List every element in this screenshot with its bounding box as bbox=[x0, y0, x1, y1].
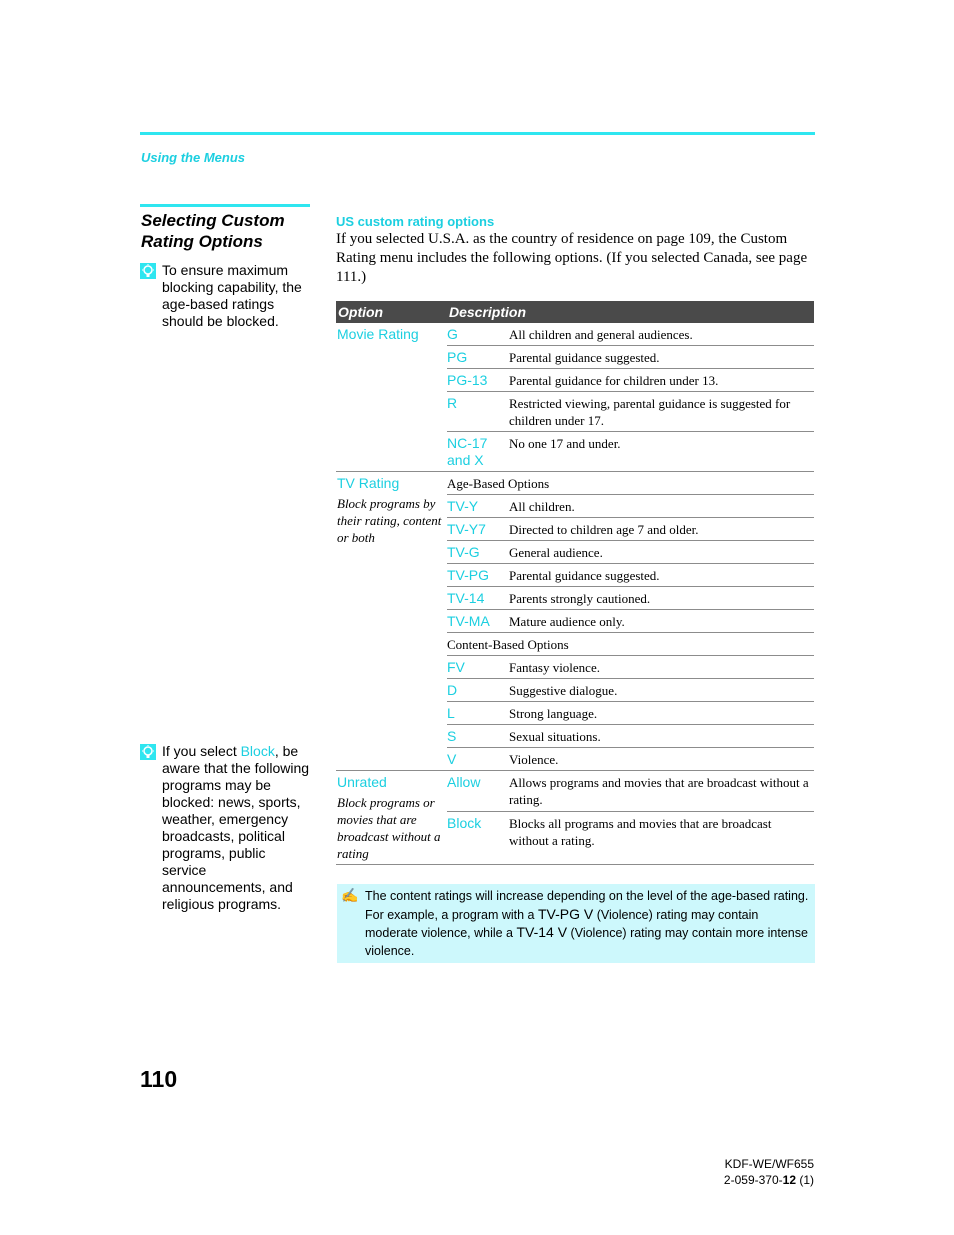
table-row bbox=[336, 472, 814, 495]
rating-code: PG bbox=[447, 346, 509, 369]
option-name: Movie Rating bbox=[337, 326, 419, 342]
table-row bbox=[336, 771, 814, 812]
header-option: Option bbox=[336, 301, 447, 323]
table-header bbox=[336, 301, 814, 323]
rating-description: No one 17 and under. bbox=[509, 432, 814, 472]
option-note: Block programs or movies that are broadcast without a rating bbox=[337, 795, 441, 861]
rating-code: Allow bbox=[447, 771, 509, 812]
rating-code: Block bbox=[447, 812, 509, 865]
rating-description: Parental guidance suggested. bbox=[509, 346, 814, 369]
section-label: Using the Menus bbox=[141, 150, 246, 165]
group-label: Content-Based Options bbox=[447, 633, 814, 656]
option-cell bbox=[336, 323, 447, 472]
group-label: Age-Based Options bbox=[447, 472, 814, 495]
top-rule bbox=[140, 132, 815, 135]
rating-description: Parental guidance suggested. bbox=[509, 564, 814, 587]
rating-code: D bbox=[447, 679, 509, 702]
table-row bbox=[336, 323, 814, 346]
rating-description: Parents strongly cautioned. bbox=[509, 587, 814, 610]
option-cell bbox=[336, 472, 447, 771]
footer-code: 2-059-370-12 (1) bbox=[723, 1173, 814, 1187]
side-rule bbox=[140, 204, 310, 207]
rating-code: TV-Y bbox=[447, 495, 509, 518]
rating-code: NC-17 and X bbox=[447, 432, 509, 472]
rating-code: PG-13 bbox=[447, 369, 509, 392]
rating-description: Blocks all programs and movies that are broadcast without a rating. bbox=[509, 812, 814, 865]
header-description: Description bbox=[447, 301, 814, 323]
rating-code: TV-G bbox=[447, 541, 509, 564]
rating-description: Parental guidance for children under 13. bbox=[509, 369, 814, 392]
tip-2 bbox=[140, 743, 310, 913]
pencil-icon: ✍ bbox=[341, 889, 359, 904]
rating-description: Allows programs and movies that are broadcast without a rating. bbox=[509, 771, 814, 812]
rating-description: Sexual situations. bbox=[509, 725, 814, 748]
option-cell bbox=[336, 771, 447, 865]
rating-description: Violence. bbox=[509, 748, 814, 771]
option-name: Unrated bbox=[337, 774, 387, 790]
table-body bbox=[336, 323, 814, 865]
main-heading: US custom rating options bbox=[336, 214, 495, 229]
footer-model: KDF-WE/WF655 bbox=[724, 1157, 814, 1171]
note-text: The content ratings will increase depending on the level of the age-based rating. For example, a program with a TV-PG V (Violence) rating may contain moderate violence, while a TV-14 V (Violence) rating may contain more intense violence. bbox=[365, 889, 809, 958]
lightbulb-icon bbox=[140, 263, 156, 279]
tip-1 bbox=[140, 262, 310, 330]
rating-description: Directed to children age 7 and older. bbox=[509, 518, 814, 541]
side-title: Selecting Custom Rating Options bbox=[141, 211, 285, 251]
rating-description: All children and general audiences. bbox=[509, 323, 814, 346]
rating-code: S bbox=[447, 725, 509, 748]
rating-code: L bbox=[447, 702, 509, 725]
rating-code: TV-PG bbox=[447, 564, 509, 587]
tip-2-text: If you select Block, be aware that the following programs may be blocked: news, sports, weather, emergency broadcasts, political programs, public service announcements, and religious programs. bbox=[162, 743, 310, 912]
lightbulb-icon bbox=[140, 744, 156, 760]
rating-code: G bbox=[447, 323, 509, 346]
rating-code: TV-MA bbox=[447, 610, 509, 633]
rating-code: TV-14 bbox=[447, 587, 509, 610]
option-name: TV Rating bbox=[337, 475, 400, 491]
page-number: 110 bbox=[140, 1066, 178, 1092]
rating-code: FV bbox=[447, 656, 509, 679]
rating-description: Strong language. bbox=[509, 702, 814, 725]
rating-description: Fantasy violence. bbox=[509, 656, 814, 679]
rating-description: Restricted viewing, parental guidance is suggested for children under 17. bbox=[509, 392, 814, 432]
intro-paragraph: If you selected U.S.A. as the country of residence on page 109, the Custom Rating menu includes the following options. (If you selected Canada, see page 111.) bbox=[336, 231, 808, 285]
rating-code: R bbox=[447, 392, 509, 432]
rating-description: Suggestive dialogue. bbox=[509, 679, 814, 702]
rating-code: V bbox=[447, 748, 509, 771]
rating-code: TV-Y7 bbox=[447, 518, 509, 541]
rating-description: All children. bbox=[509, 495, 814, 518]
option-note: Block programs by their rating, content or both bbox=[337, 496, 442, 545]
note-box bbox=[337, 884, 815, 963]
rating-description: General audience. bbox=[509, 541, 814, 564]
footer bbox=[724, 1156, 814, 1188]
block-term: Block bbox=[240, 743, 275, 759]
tip-1-text: To ensure maximum blocking capability, the age-based ratings should be blocked. bbox=[162, 262, 302, 329]
rating-description: Mature audience only. bbox=[509, 610, 814, 633]
rating-table bbox=[336, 301, 814, 865]
